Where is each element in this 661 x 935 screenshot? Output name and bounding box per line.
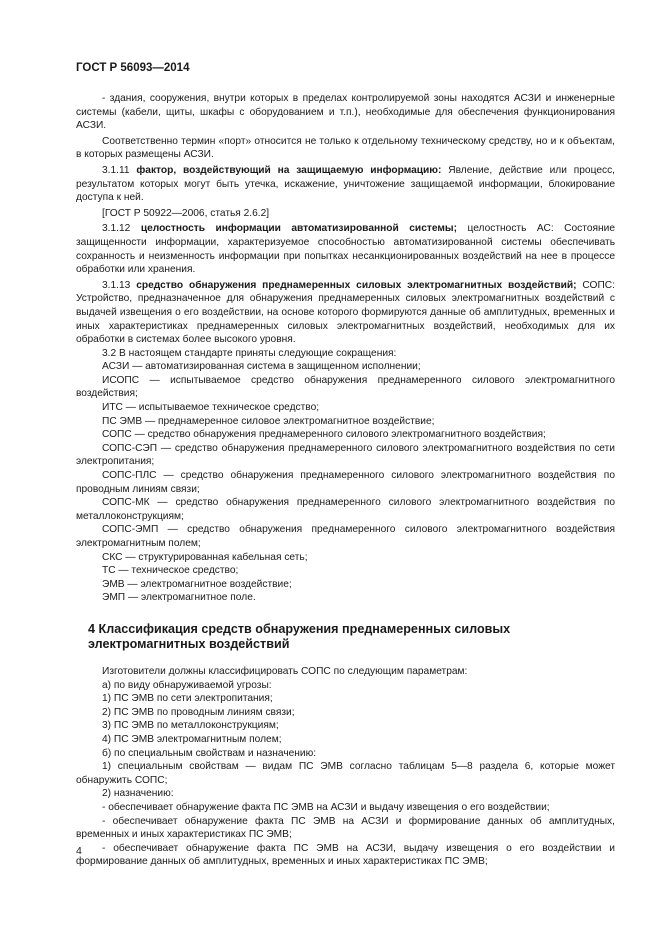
- abbreviation-item: ЭМВ — электромагнитное воздействие;: [102, 578, 292, 590]
- paragraph-port: Соответственно термин «порт» относится не только к отдельному техническому средству, но и к объектам, в которых размещены АСЗИ.: [76, 135, 615, 161]
- abbreviation-item: СОПС-МК — средство обнаружения преднамеренного силового электромагнитного воздействия по металлоконструкциям;: [76, 497, 615, 522]
- abbreviation-item: СОПС — средство обнаружения преднамеренного силового электромагнитного воздействия;: [102, 429, 546, 441]
- term-name: целостность информации автоматизированной системы;: [140, 223, 458, 235]
- term-definition: целостность АС: Состояние защищенности информации, характеризуемое способностью автоматизированной системы обеспечивать сохранность и неизменность информации при попытках несанкционированных воздействий на нее в процессе обработки или хранения.: [76, 223, 615, 276]
- abbreviation-item: ТС — техническое средство;: [102, 565, 239, 577]
- term-number: 3.1.11: [102, 164, 137, 176]
- abbreviation-item: СОПС-СЭП — средство обнаружения преднамеренного силового электромагнитного воздействия по сети электропитания;: [76, 442, 615, 468]
- term-3-1-12: [76, 222, 615, 276]
- classification-item: 1) ПС ЭМВ по сети электропитания;: [102, 693, 273, 705]
- abbreviation-item: ИСОПС — испытываемое средство обнаружения преднамеренного силового электромагнитного воздействия;: [76, 374, 615, 400]
- document-header: ГОСТ Р 56093—2014: [76, 62, 190, 74]
- classification-item: - обеспечивает обнаружение факта ПС ЭМВ на АСЗИ и выдачу извещения о его воздействии;: [102, 801, 550, 813]
- classification-item: - обеспечивает обнаружение факта ПС ЭМВ на АСЗИ, выдачу извещения о его воздействии и формирование данных об амплитудных, временных и иных характеристиках ПС ЭМВ;: [76, 842, 615, 868]
- abbreviation-item: СОПС-ЭМП — средство обнаружения преднамеренного силового электромагнитного воздействия электромагнитным полем;: [76, 524, 615, 549]
- term-3-1-13: [76, 279, 615, 347]
- abbreviation-item: СОПС-ПЛС — средство обнаружения преднамеренного силового электромагнитного воздействия по проводным линиям связи;: [76, 470, 615, 495]
- abbreviation-item: СКС — структурированная кабельная сеть;: [102, 551, 308, 563]
- classification-item: Изготовители должны классифицировать СОПС по следующим параметрам:: [102, 665, 468, 677]
- classification-item: 1) специальным свойствам — видам ПС ЭМВ согласно таблицам 5—8 раздела 6, которые может обнаружить СОПС;: [76, 761, 615, 786]
- term-definition: Явление, действие или процесс, результатом которых могут быть утечка, искажение, уничтожение защищаемой информации, блокирование доступа к ней.: [76, 164, 616, 204]
- section-4-heading: 4 Классификация средств обнаружения преднамеренных силовых электромагнитных воздействий: [88, 621, 511, 652]
- abbreviation-item: ИТС — испытываемое техническое средство;: [102, 402, 320, 414]
- classification-item: - обеспечивает обнаружение факта ПС ЭМВ на АСЗИ и формирование данных об амплитудных, временных и иных характеристиках ПС ЭМВ;: [76, 815, 615, 841]
- term-name: средство обнаружения преднамеренных силовых электромагнитных воздействий;: [136, 279, 577, 291]
- term-name: фактор, воздействующий на защищаемую информацию:: [136, 164, 442, 176]
- reference-3-1-11: [ГОСТ Р 50922—2006, статья 2.6.2]: [102, 207, 270, 219]
- term-number: 3.1.12: [102, 223, 141, 235]
- paragraph-buildings: - здания, сооружения, внутри которых в пределах контролируемой зоны находятся АСЗИ и инженерные системы (кабели, щиты, шкафы с оборудованием и т.п.), необходимые для обеспечения функционирования АСЗИ.: [76, 93, 615, 132]
- classification-item: 2) назначению:: [102, 788, 174, 800]
- term-3-1-11: [76, 164, 615, 205]
- classification-item: а) по виду обнаруживаемой угрозы:: [102, 679, 272, 691]
- classification-item: 3) ПС ЭМВ по металлоконструкциям;: [102, 720, 279, 732]
- abbreviation-item: АСЗИ — автоматизированная система в защищенном исполнении;: [102, 361, 421, 373]
- document-body: [76, 92, 615, 869]
- abbreviation-item: ПС ЭМВ — преднамеренное силовое электромагнитное воздействие;: [102, 415, 435, 427]
- paragraph-3-2: 3.2 В настоящем стандарте приняты следующие сокращения:: [102, 347, 397, 359]
- classification-item: 2) ПС ЭМВ по проводным линиям связи;: [102, 706, 295, 718]
- term-definition: СОПС: Устройство, предназначенное для обнаружения преднамеренных силовых электромагнитных воздействий с выдачей извещения о его воздействии, на основе которого формируются данные об амплитудных, временных и иных характеристиках преднамеренных силовых электромагнитных воздействий, необходимых для их обработки в системах более высокого уровня.: [76, 279, 615, 346]
- abbreviation-item: ЭМП — электромагнитное поле.: [102, 592, 256, 604]
- term-number: 3.1.13: [102, 279, 137, 291]
- classification-item: б) по специальным свойствам и назначению:: [102, 747, 317, 759]
- page-number: 4: [76, 845, 82, 857]
- classification-item: 4) ПС ЭМВ электромагнитным полем;: [102, 733, 282, 745]
